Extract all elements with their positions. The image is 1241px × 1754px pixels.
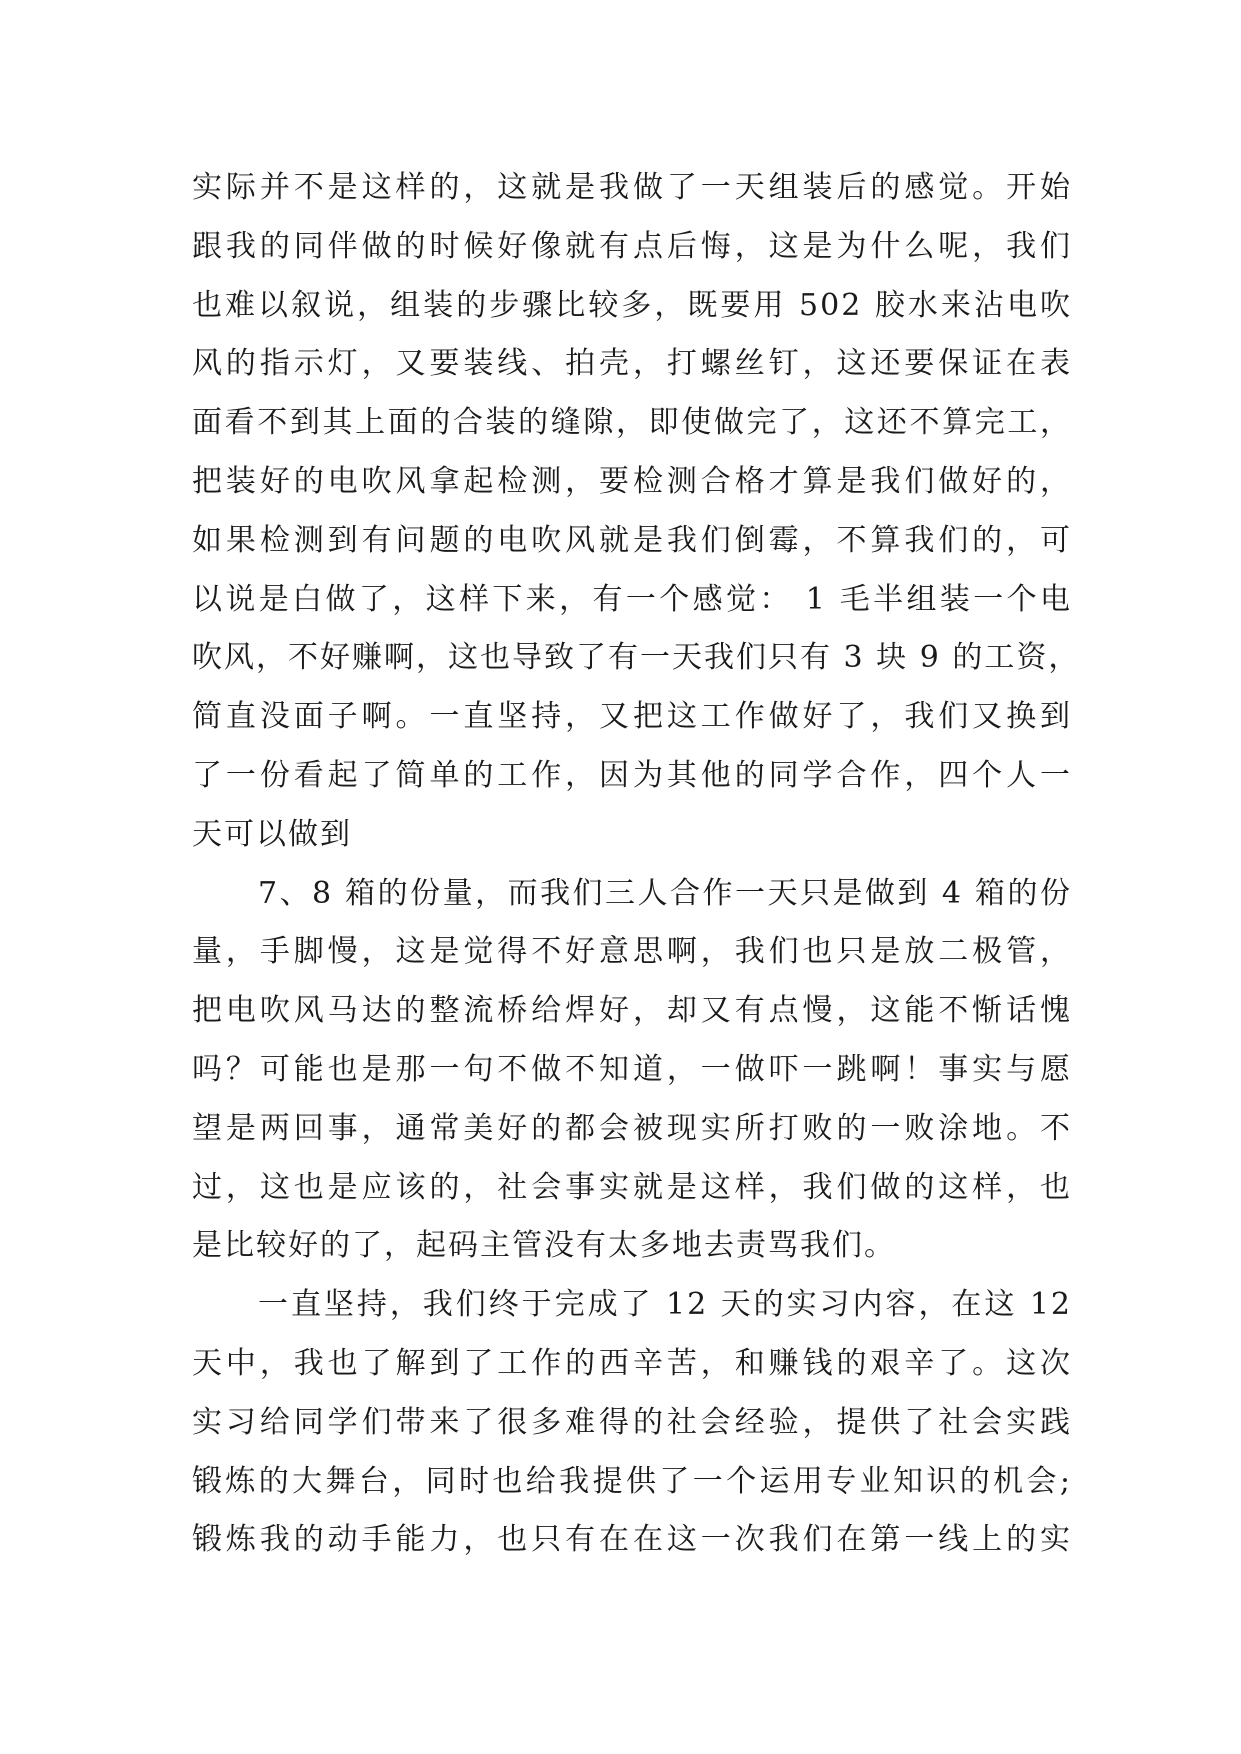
text-line: 跟我的同伴做的时候好像就有点后悔，这是为什么呢，我们: [192, 228, 1072, 264]
text-line: 把电吹风马达的整流桥给焊好，却又有点慢，这能不惭话愧: [192, 993, 1072, 1029]
text-line: 锻炼的大舞台，同时也给我提供了一个运用专业知识的机会;: [192, 1463, 1072, 1499]
text-line: 实际并不是这样的，这就是我做了一天组装后的感觉。开始: [192, 170, 1072, 205]
text-line: 锻炼我的动手能力，也只有在在这一次我们在第一线上的实: [192, 1522, 1072, 1558]
paragraph-start-line: 7、8 箱的份量，而我们三人合作一天只是做到 4 箱的份: [258, 875, 1072, 911]
text-line: 把装好的电吹风拿起检测，要检测合格才算是我们做好的，: [192, 463, 1072, 499]
text-line: 实习给同学们带来了很多难得的社会经验，提供了社会实践: [192, 1404, 1072, 1440]
text-line: 风的指示灯，又要装线、拍壳，打螺丝钉，这还要保证在表: [192, 346, 1072, 382]
text-line: 也难以叙说，组装的步骤比较多，既要用 502 胶水来沾电吹: [192, 287, 1072, 323]
text-line: 了一份看起了简单的工作，因为其他的同学合作，四个人一: [192, 757, 1072, 793]
text-line: 量，手脚慢，这是觉得不好意思啊，我们也只是放二极管，: [192, 934, 1072, 970]
text-line: 吹风，不好赚啊，这也导致了有一天我们只有 3 块 9 的工资，: [192, 640, 1081, 676]
text-line: 吗？可能也是那一句不做不知道，一做吓一跳啊！事实与愿: [192, 1051, 1072, 1087]
text-line: 天可以做到: [192, 816, 352, 852]
text-line: 天中，我也了解到了工作的西辛苦，和赚钱的艰辛了。这次: [192, 1345, 1072, 1381]
text-line: 如果检测到有问题的电吹风就是我们倒霉，不算我们的，可: [192, 522, 1072, 558]
text-line: 望是两回事，通常美好的都会被现实所打败的一败涂地。不: [192, 1110, 1072, 1146]
body-text: [192, 159, 1081, 1570]
text-line: 以说是白做了，这样下来，有一个感觉： 1 毛半组装一个电: [192, 581, 1072, 617]
text-line: 简直没面子啊。一直坚持，又把这工作做好了，我们又换到: [192, 699, 1072, 735]
paragraph-start-line: 一直坚持，我们终于完成了 12 天的实习内容，在这 12: [258, 1287, 1072, 1323]
text-line: 是比较好的了，起码主管没有太多地去责骂我们。: [192, 1228, 896, 1264]
text-line: 面看不到其上面的合装的缝隙，即使做完了，这还不算完工，: [192, 405, 1072, 441]
text-line: 过，这也是应该的，社会事实就是这样，我们做的这样，也: [192, 1169, 1072, 1205]
